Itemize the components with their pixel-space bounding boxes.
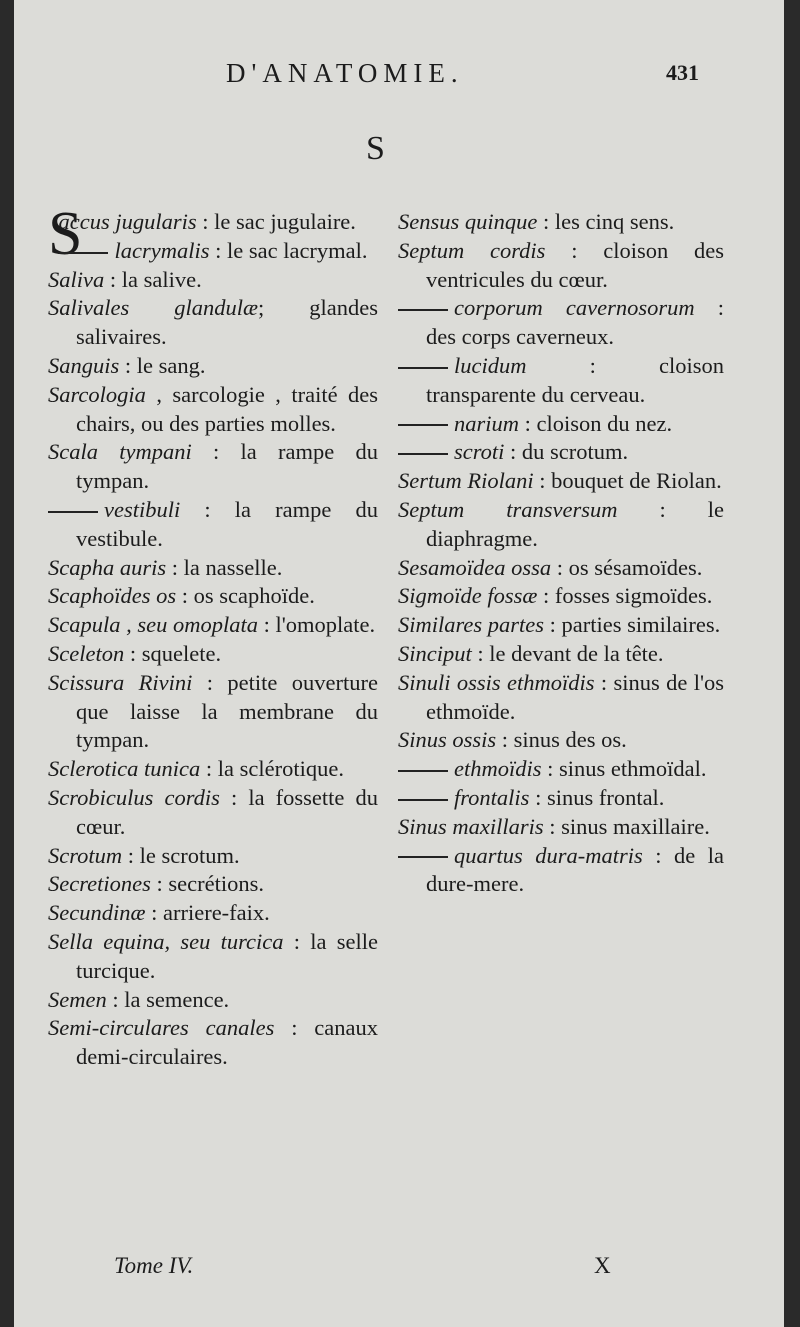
glossary-entry	[398, 554, 724, 583]
glossary-entry	[48, 784, 378, 842]
entry-definition: : sinus ethmoïdal.	[541, 756, 707, 782]
entry-definition: : arriere-faix.	[145, 900, 270, 926]
ditto-dash	[398, 799, 448, 801]
glossary-entry	[398, 410, 724, 439]
entry-term: Scaphoïdes os	[48, 583, 177, 609]
glossary-entry	[48, 899, 378, 928]
glossary-entry	[48, 870, 378, 899]
entry-definition: : squelete.	[124, 640, 222, 666]
ditto-dash	[398, 856, 448, 858]
entry-term: frontalis	[454, 784, 530, 810]
entry-term: Sarcologia	[48, 381, 146, 407]
glossary-entry	[398, 813, 724, 842]
entry-definition: : os scaphoïde.	[176, 583, 315, 609]
glossary-entry	[398, 496, 724, 554]
entry-term: Sesamoïdea ossa	[398, 554, 552, 580]
entry-term: Sinus ossis	[398, 727, 497, 753]
entry-definition: : la semence.	[106, 986, 230, 1012]
glossary-entry	[398, 467, 724, 496]
section-letter: S	[366, 130, 385, 167]
entry-term: quartus dura-matris	[454, 842, 643, 868]
entry-term: scroti	[454, 439, 505, 465]
glossary-entry	[398, 669, 724, 727]
glossary-entry	[48, 294, 378, 352]
entry-definition: : la rampe du vestibule.	[76, 496, 378, 551]
signature-mark: Tome IV.	[114, 1253, 194, 1278]
entry-term: Sertum Riolani	[398, 468, 534, 494]
glossary-entry	[398, 784, 724, 813]
glossary-entry	[48, 640, 378, 669]
entry-definition: : bouquet de Riolan.	[533, 468, 722, 494]
entry-definition: : sinus des os.	[496, 727, 627, 753]
glossary-entry	[48, 381, 378, 439]
entry-term: corporum cavernosorum	[454, 295, 695, 321]
entry-term: Saliva	[48, 266, 105, 292]
entry-definition: : cloison transparente du cerveau.	[426, 352, 724, 407]
glossary-entry	[48, 1014, 378, 1072]
entry-definition: : cloison des ventricules du cœur.	[426, 237, 724, 292]
entry-definition: : parties similaires.	[544, 612, 721, 638]
glossary-entry	[48, 582, 378, 611]
entry-term: Scrobiculus cordis	[48, 784, 220, 810]
entry-definition: : la rampe du tympan.	[76, 439, 378, 494]
glossary-entry	[398, 237, 724, 295]
entry-term: Scapula , seu omoplata	[48, 612, 258, 638]
entry-definition: : des corps caverneux.	[426, 295, 724, 350]
right-column	[398, 208, 724, 899]
entry-term: Sella equina, seu turcica	[48, 928, 284, 954]
glossary-entry	[48, 611, 378, 640]
drop-cap: S	[48, 200, 83, 268]
glossary-entry	[398, 755, 724, 784]
entry-definition: : la sclérotique.	[200, 756, 344, 782]
ditto-dash	[48, 511, 98, 513]
entry-definition: : le scrotum.	[122, 842, 240, 868]
glossary-entry	[48, 266, 378, 295]
ditto-dash	[398, 453, 448, 455]
entry-term: Sanguis	[48, 352, 120, 378]
glossary-entry	[398, 208, 724, 237]
entry-term: accus jugularis	[58, 209, 197, 234]
entry-term: Scapha auris	[48, 554, 167, 580]
entry-definition: : sinus de l'os ethmoïde.	[426, 669, 724, 724]
entry-definition: : la fossette du cœur.	[76, 784, 378, 839]
entry-term: Semen	[48, 986, 107, 1012]
glossary-entry	[48, 986, 378, 1015]
entry-term: Secretiones	[48, 871, 151, 897]
entry-term: Scrotum	[48, 842, 123, 868]
entry-term: Septum transversum	[398, 496, 618, 522]
ditto-dash	[398, 770, 448, 772]
entry-term: lucidum	[454, 352, 527, 378]
entry-definition: : la salive.	[104, 266, 202, 292]
glossary-entry	[398, 640, 724, 669]
glossary-entry	[48, 237, 378, 266]
entry-definition: : les cinq sens.	[537, 209, 675, 234]
glossary-entry	[48, 755, 378, 784]
entry-term: Similares partes	[398, 612, 545, 638]
entry-term: Sclerotica tunica	[48, 756, 201, 782]
glossary-entry	[398, 842, 724, 900]
glossary-entry	[398, 438, 724, 467]
entry-definition: : la nasselle.	[166, 554, 283, 580]
glossary-entry	[48, 669, 378, 755]
glossary-entry	[398, 611, 724, 640]
glossary-entry	[398, 582, 724, 611]
left-column	[48, 200, 379, 1072]
entry-definition: : os sésamoïdes.	[551, 554, 703, 580]
running-head	[14, 58, 784, 92]
glossary-entry	[48, 842, 378, 871]
ditto-dash	[398, 424, 448, 426]
entry-definition: : fosses sigmoïdes.	[537, 583, 713, 609]
entry-definition: : le sang.	[119, 352, 206, 378]
entry-term: Sinciput	[398, 640, 472, 666]
entry-definition: : le sac lacrymal.	[209, 237, 368, 263]
entry-definition: : cloison du nez.	[519, 410, 673, 436]
running-title: D'ANATOMIE.	[226, 58, 464, 88]
entry-definition: : secrétions.	[150, 871, 264, 897]
glossary-entry	[398, 726, 724, 755]
ditto-dash	[398, 367, 448, 369]
glossary-entry	[48, 928, 378, 986]
book-page	[14, 0, 784, 1327]
catchword: X	[594, 1253, 611, 1278]
entry-term: Sceleton	[48, 640, 125, 666]
entry-term: Salivales glandulæ	[48, 295, 259, 321]
glossary-entry	[48, 554, 378, 583]
ditto-dash	[58, 252, 108, 254]
entry-definition: , sarcologie , traité des chairs, ou des parties molles.	[76, 381, 378, 436]
entry-term: Sinuli ossis ethmoïdis	[398, 669, 595, 695]
entry-term: lacrymalis	[114, 237, 210, 263]
entry-term: narium	[454, 410, 520, 436]
entry-definition: : du scrotum.	[504, 439, 629, 465]
entry-definition: : de la dure-mere.	[426, 842, 724, 897]
entry-term: Sensus quinque	[398, 209, 538, 234]
glossary-entry	[48, 438, 378, 496]
page-number: 431	[666, 60, 699, 85]
entry-term: Scissura Rivini	[48, 669, 193, 695]
entry-definition: : sinus frontal.	[529, 784, 665, 810]
glossary-entry	[398, 294, 724, 352]
entry-definition: : le sac jugulaire.	[196, 209, 356, 234]
entry-definition: : sinus maxillaire.	[543, 813, 710, 839]
entry-term: vestibuli	[104, 496, 181, 522]
entry-term: Semi-circulares canales	[48, 1015, 275, 1041]
entry-definition: : petite ouverture que laisse la membrane du tympan.	[76, 669, 378, 753]
entry-term: Sigmoïde fossæ	[398, 583, 538, 609]
entry-term: Scala tympani	[48, 439, 192, 465]
entry-term: ethmoïdis	[454, 756, 542, 782]
entry-term: Secundinæ	[48, 900, 146, 926]
glossary-entry	[48, 496, 378, 554]
ditto-dash	[398, 309, 448, 311]
entry-definition: : l'omoplate.	[257, 612, 376, 638]
entry-definition: : le diaphragme.	[426, 496, 724, 551]
glossary-entry	[398, 352, 724, 410]
entry-definition: ; glandes salivaires.	[76, 295, 379, 350]
entry-definition: : le devant de la tête.	[471, 640, 664, 666]
entry-term: Sinus maxillaris	[398, 813, 544, 839]
entry-definition: : la selle turcique.	[76, 928, 378, 983]
entry-definition: : canaux demi-circulaires.	[76, 1015, 378, 1070]
glossary-entry	[48, 352, 378, 381]
entry-term: Septum cordis	[398, 237, 546, 263]
